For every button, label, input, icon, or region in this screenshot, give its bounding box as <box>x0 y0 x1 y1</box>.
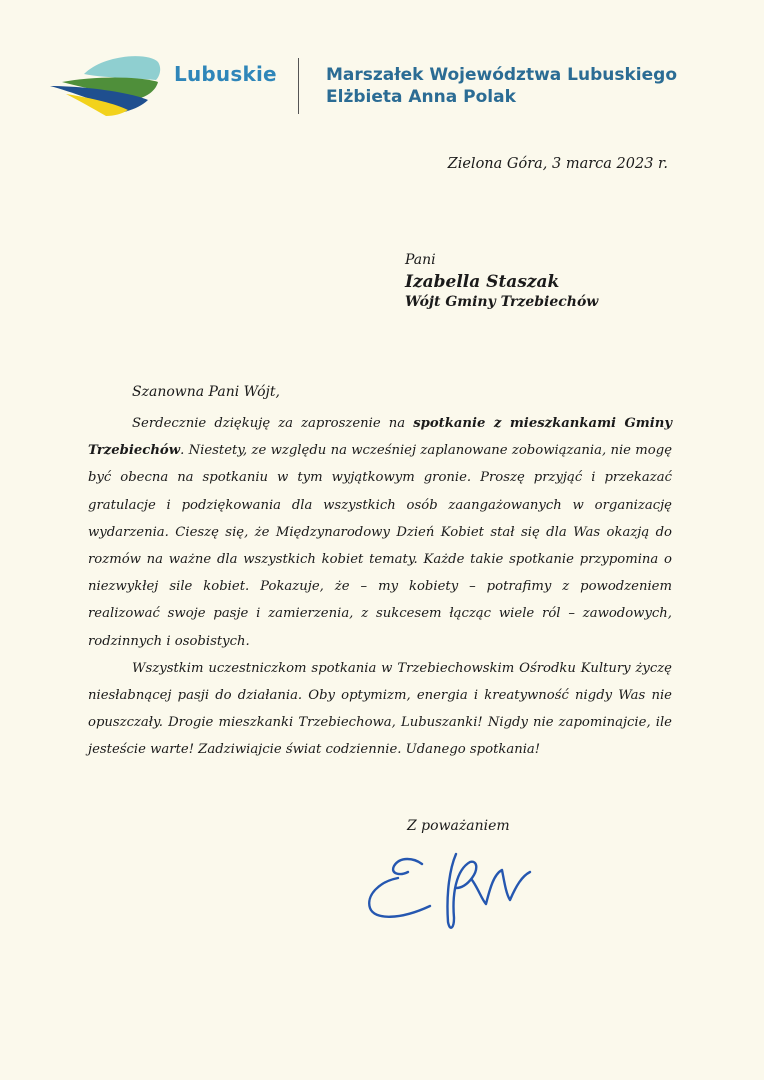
header-divider <box>298 58 299 114</box>
header-title <box>326 64 677 108</box>
letter-date: Zielona Góra, 3 marca 2023 r. <box>447 156 668 172</box>
letter-closing: Z poważaniem <box>407 818 510 834</box>
paragraph-1-lead: Serdecznie dziękuję za zaproszenie na <box>132 416 414 431</box>
addressee-block <box>405 252 598 310</box>
paragraph-1 <box>88 410 672 655</box>
paragraph-1-bold: spotkanie z mieszkankami Gminy Trzebiechów <box>88 416 673 459</box>
paragraph-2: Wszystkim uczestniczkom spotkania w Trzebiechowskim Ośrodku Kultury życzę niesłabnącej pasji do działania. Oby optymizm, energia i kreatywność nigdy Was nie opuszczały. Drogie mieszkanki Trzebiechowa, Lubuszanki! Nigdy nie zapominajcie, ile jesteście warte! Zadziwiajcie świat codziennie. Udanego spotkania! <box>88 660 672 758</box>
addressee-role: Wójt Gminy Trzebiechów <box>405 294 599 310</box>
handwritten-signature <box>360 848 550 938</box>
header-title-line2: Elżbieta Anna Polak <box>326 87 516 107</box>
header-title-line1: Marszałek Województwa Lubuskiego <box>326 65 678 85</box>
paragraph-1-rest: . Niestety, ze względu na wcześniej zaplanowane zobowiązania, nie mogę być obecna na spotkaniu w tym wyjątkowym gronie. Proszę przyjąć i przekazać gratulacje i podziękowania dla wszystkich osób zaangażowanych w organizację wydarzenia. Cieszę się, że Międzynarodowy Dzień Kobiet stał się dla Was okazją do rozmów na ważne dla wszystkich kobiet tematy. Każde takie spotkanie przypomina o niezwykłej sile kobiet. Pokazuje, że – my kobiety – potrafimy z powodzeniem realizować swoje pasje i zamierzenia, z sukcesem łącząc wiele ról – zawodowych, rodzinnych i osobistych. <box>88 443 672 649</box>
addressee-name: Izabella Staszak <box>405 272 560 292</box>
logo-text: Lubuskie <box>174 62 277 86</box>
letter-greeting: Szanowna Pani Wójt, <box>132 384 280 400</box>
addressee-salutation: Pani <box>405 252 436 268</box>
lubuskie-wave-logo-icon <box>44 52 164 120</box>
letter-body <box>88 410 672 764</box>
